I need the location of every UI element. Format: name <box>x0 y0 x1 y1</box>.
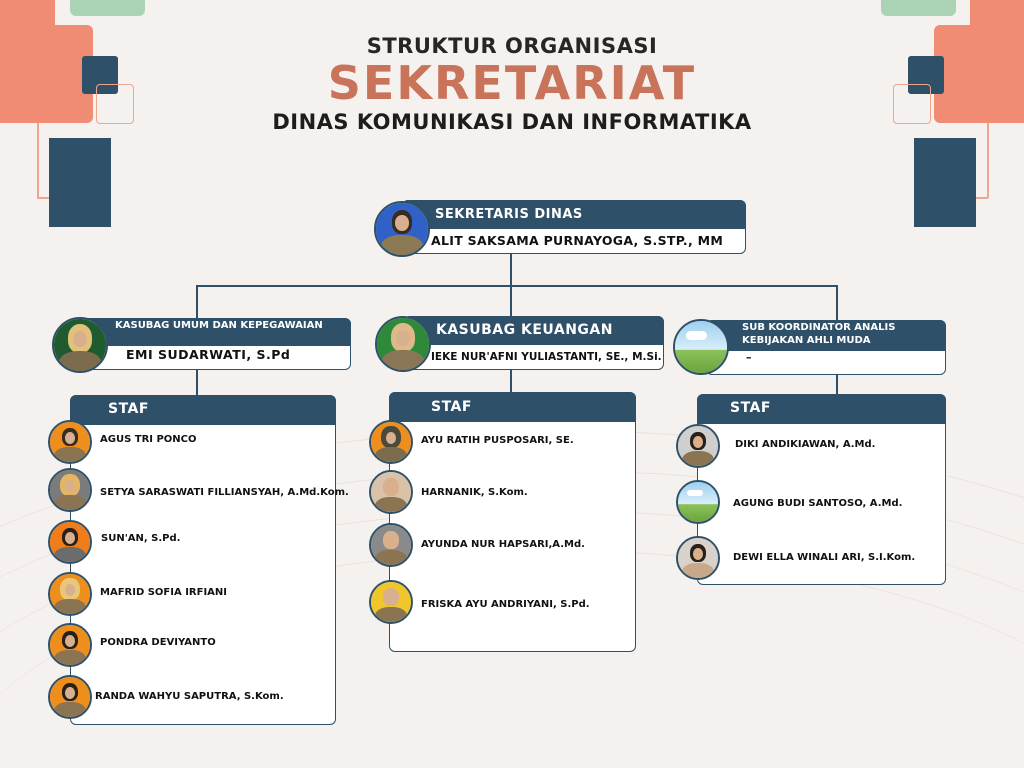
unit-title: KASUBAG KEUANGAN <box>436 322 613 338</box>
avatar <box>374 201 430 257</box>
connector-line <box>196 285 198 318</box>
decor-navy-block <box>914 138 976 227</box>
unit-title-line-2: KEBIJAKAN AHLI MUDA <box>742 335 871 346</box>
avatar-placeholder <box>676 480 720 524</box>
staff-name: AGUNG BUDI SANTOSO, A.Md. <box>733 498 903 509</box>
staff-box <box>389 392 636 652</box>
staff-title: STAF <box>108 401 149 417</box>
decor-line <box>37 123 39 198</box>
connector-line <box>510 285 512 318</box>
avatar <box>48 572 92 616</box>
staff-name: DIKI ANDIKIAWAN, A.Md. <box>735 439 876 450</box>
decor-line <box>976 197 988 199</box>
connector-line <box>836 285 838 321</box>
staff-title-bar <box>389 392 636 422</box>
avatar <box>676 424 720 468</box>
decor-mint-bar <box>70 0 145 16</box>
avatar <box>48 520 92 564</box>
decor-line <box>37 197 49 199</box>
staff-name: HARNANIK, S.Kom. <box>421 487 528 498</box>
staff-name: AYU RATIH PUSPOSARI, SE. <box>421 435 574 446</box>
avatar <box>676 536 720 580</box>
connector-line <box>510 370 512 394</box>
avatar <box>369 470 413 514</box>
staff-name: SETYA SARASWATI FILLIANSYAH, A.Md.Kom. <box>100 487 349 498</box>
connector-line <box>196 285 837 287</box>
avatar <box>375 316 431 372</box>
connector-line <box>196 370 198 396</box>
connector-line <box>510 254 512 286</box>
unit-title: KASUBAG UMUM DAN KEPEGAWAIAN <box>115 320 323 331</box>
avatar <box>369 580 413 624</box>
avatar <box>48 468 92 512</box>
staff-name: DEWI ELLA WINALI ARI, S.I.Kom. <box>733 552 916 563</box>
staff-name: RANDA WAHYU SAPUTRA, S.Kom. <box>95 691 284 702</box>
connector-line <box>836 374 838 396</box>
unit-head-name: – <box>746 351 752 364</box>
staff-title: STAF <box>730 400 771 416</box>
staff-name: FRISKA AYU ANDRIYANI, S.Pd. <box>421 599 590 610</box>
unit-title-line-1: SUB KOORDINATOR ANALIS <box>742 322 896 333</box>
avatar-placeholder <box>673 319 729 375</box>
head-name: ALIT SAKSAMA PURNAYOGA, S.STP., MM <box>431 233 724 248</box>
staff-title: STAF <box>431 399 472 415</box>
avatar <box>369 420 413 464</box>
avatar <box>369 523 413 567</box>
title-line-3: DINAS KOMUNIKASI DAN INFORMATIKA <box>272 110 752 134</box>
avatar <box>48 623 92 667</box>
staff-name: MAFRID SOFIA IRFIANI <box>100 587 228 598</box>
head-title: SEKRETARIS DINAS <box>435 207 583 222</box>
staff-name: PONDRA DEVIYANTO <box>100 637 216 648</box>
staff-name: AGUS TRI PONCO <box>100 434 197 445</box>
decor-line <box>987 123 989 198</box>
title-line-1: STRUKTUR ORGANISASI <box>366 34 658 58</box>
title-main: SEKRETARIAT <box>327 56 697 110</box>
decor-navy-block <box>49 138 111 227</box>
staff-name: SUN'AN, S.Pd. <box>101 533 181 544</box>
unit-head-name: IEKE NUR'AFNI YULIASTANTI, SE., M.Si. <box>431 351 662 363</box>
avatar <box>48 420 92 464</box>
unit-head-name: EMI SUDARWATI, S.Pd <box>126 347 291 362</box>
avatar <box>52 317 108 373</box>
staff-name: AYUNDA NUR HAPSARI,A.Md. <box>421 539 585 550</box>
avatar <box>48 675 92 719</box>
decor-mint-bar <box>881 0 956 16</box>
